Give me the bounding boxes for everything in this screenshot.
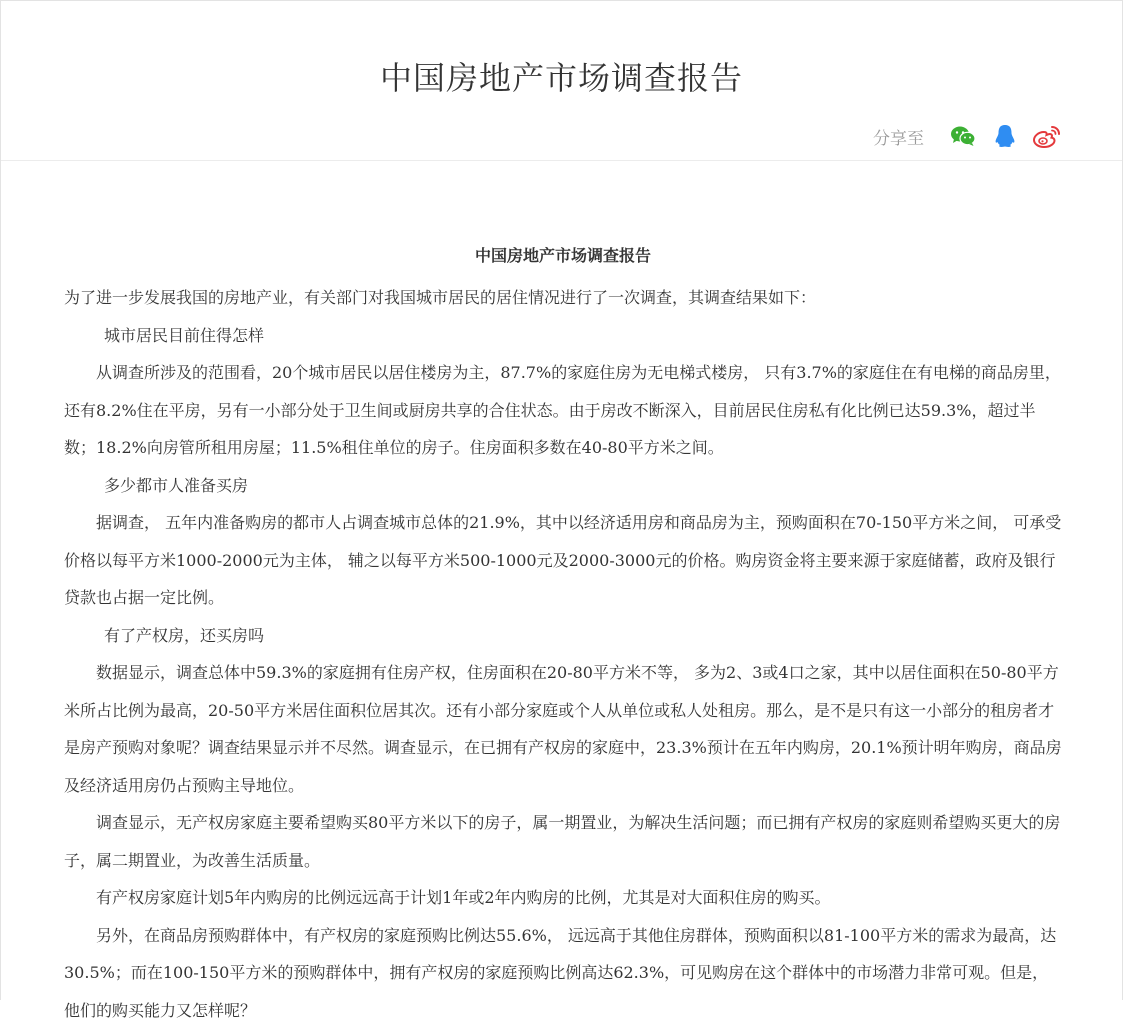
weibo-icon[interactable] [1032, 121, 1062, 151]
article-title: 中国房地产市场调查报告 [64, 241, 1062, 271]
paragraph: 从调查所涉及的范围看，20个城市居民以居住楼房为主，87.7%的家庭住房为无电梯式楼房， 只有3.7%的家庭住在有电梯的商品房里， 还有8.2%住在平房，另有一小部分处于卫生间或厨房共享的合住状态。由于房改不断深入，目前居民住房私有化比例已达59.3%，超过半数；18.2%向房管所租用房屋；11.5%租住单位的房子。住房面积多数在40-80平方米之间。 [64, 354, 1062, 467]
share-bar [873, 121, 1062, 151]
section-heading: 多少都市人准备买房 [64, 467, 1062, 505]
section-heading: 有了产权房，还买房吗 [64, 617, 1062, 655]
paragraph: 有产权房家庭计划5年内购房的比例远远高于计划1年或2年内购房的比例，尤其是对大面积住房的购买。 [64, 879, 1062, 917]
qq-icon[interactable] [990, 121, 1020, 151]
section-heading: 城市居民目前住得怎样 [64, 317, 1062, 355]
paragraph: 另外，在商品房预购群体中，有产权房的家庭预购比例达55.6%， 远远高于其他住房群体，预购面积以81-100平方米的需求为最高，达30.5%；而在100-150平方米的预购群体中，拥有产权房的家庭预购比例高达62.3%，可见购房在这个群体中的市场潜力非常可观。但是，他们的购买能力又怎样呢？ [64, 917, 1062, 1029]
header [1, 1, 1122, 161]
paragraph: 数据显示，调查总体中59.3%的家庭拥有住房产权，住房面积在20-80平方米不等， 多为2、3或4口之家，其中以居住面积在50-80平方米所占比例为最高，20-50平方米居住面积位居其次。还有小部分家庭或个人从单位或私人处租房。那么，是不是只有这一小部分的租房者才是房产预购对象呢？调查结果显示并不尽然。调查显示，在已拥有产权房的家庭中，23.3%预计在五年内购房，20.1%预计明年购房，商品房及经济适用房仍占预购主导地位。 [64, 654, 1062, 804]
paragraph: 调查显示，无产权房家庭主要希望购买80平方米以下的房子，属一期置业，为解决生活问题；而已拥有产权房的家庭则希望购买更大的房子，属二期置业，为改善生活质量。 [64, 804, 1062, 879]
paragraph: 据调查， 五年内准备购房的都市人占调查城市总体的21.9%，其中以经济适用房和商品房为主，预购面积在70-150平方米之间， 可承受价格以每平方米1000-2000元为主体， 辅之以每平方米500-1000元及2000-3000元的价格。购房资金将主要来源于家庭储蓄，政府及银行贷款也占据一定比例。 [64, 504, 1062, 617]
share-label: 分享至 [873, 124, 924, 149]
article-content [64, 241, 1062, 1029]
intro-paragraph: 为了进一步发展我国的房地产业，有关部门对我国城市居民的居住情况进行了一次调查，其调查结果如下： [64, 279, 1062, 317]
page-title: 中国房地产市场调查报告 [1, 53, 1122, 99]
wechat-icon[interactable] [948, 121, 978, 151]
